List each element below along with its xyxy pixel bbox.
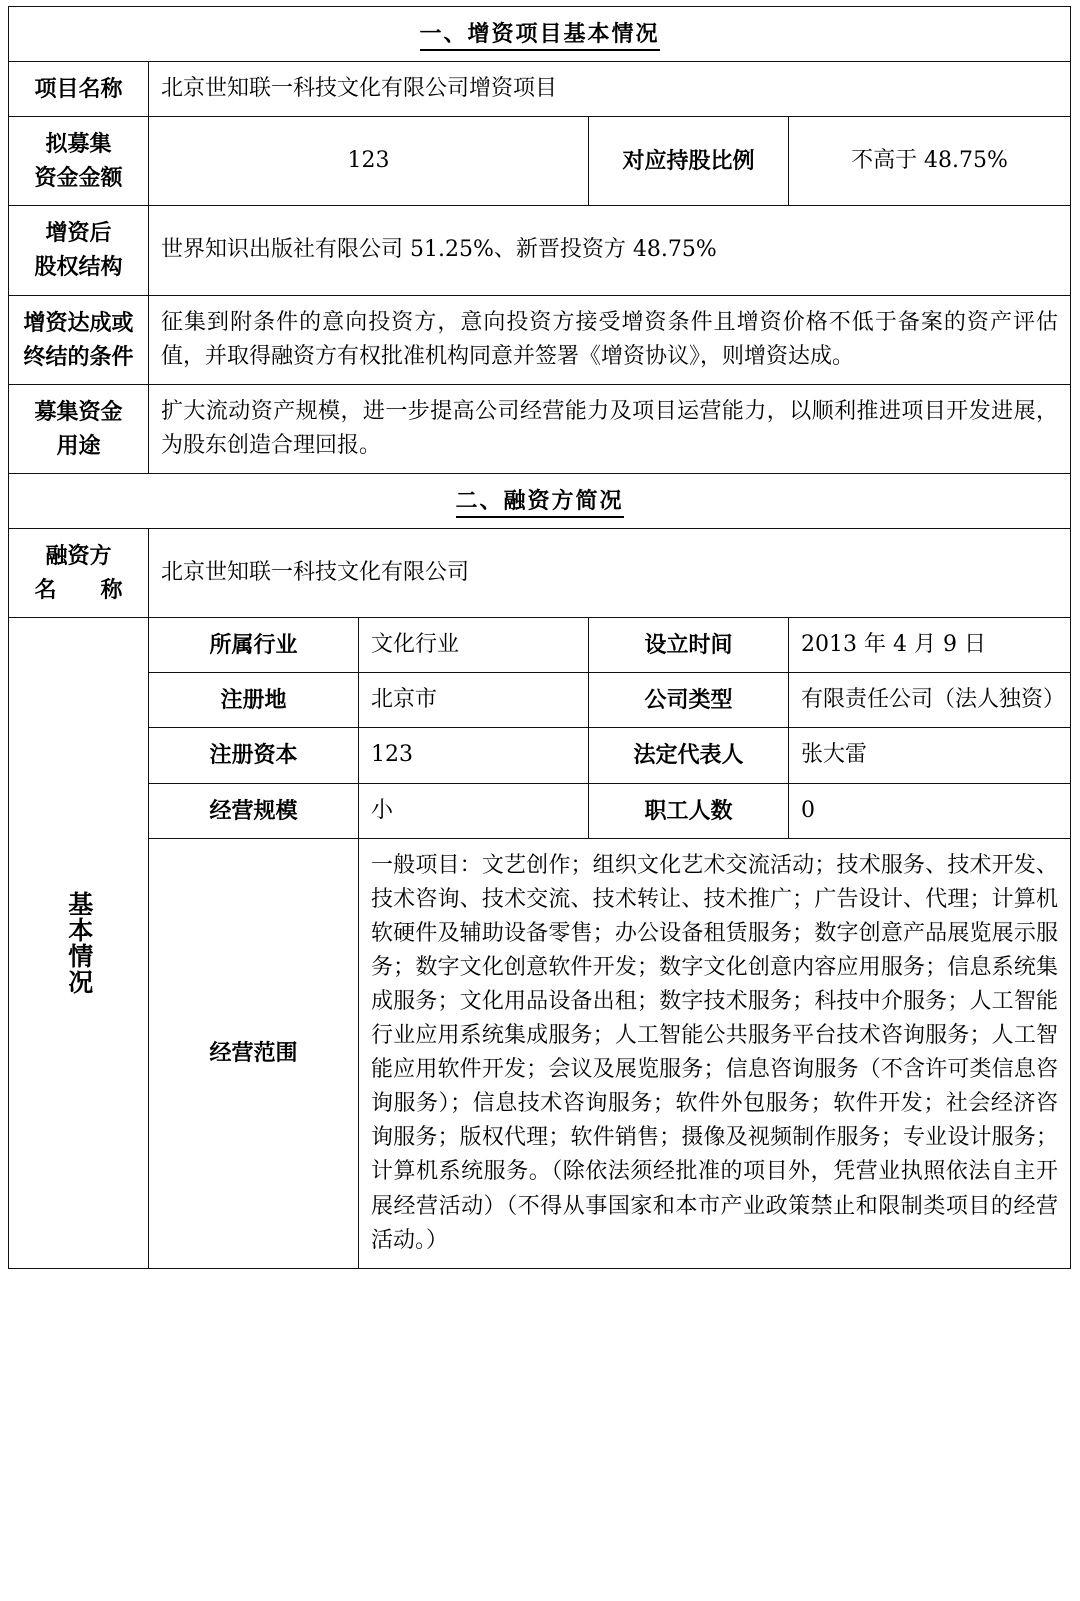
- section-two-title: 二、融资方简况: [9, 473, 1071, 528]
- company-type-value: 有限责任公司（法人独资）: [789, 673, 1071, 728]
- section-two-title-row: [9, 473, 1071, 528]
- equity-structure-value: 世界知识出版社有限公司 51.25%、新晋投资方 48.75%: [149, 206, 1071, 295]
- project-name-row: [9, 62, 1071, 117]
- equity-structure-label-line1: 增资后: [45, 220, 112, 247]
- industry-value: 文化行业: [359, 618, 589, 673]
- financier-name-label-line2: 名 称: [34, 577, 123, 604]
- establish-date-value: 2013 年 4 月 9 日: [789, 618, 1071, 673]
- raise-amount-row: [9, 117, 1071, 206]
- registered-place-label: 注册地: [149, 673, 359, 728]
- financier-name-row: [9, 529, 1071, 618]
- industry-label: 所属行业: [149, 618, 359, 673]
- stake-ratio-value: 不高于 48.75%: [789, 117, 1071, 206]
- section-one-title-row: [9, 7, 1071, 62]
- basic-info-label: 基本情况: [64, 890, 94, 995]
- capital-increase-table: [8, 6, 1071, 1269]
- conditions-label: [9, 295, 149, 384]
- employee-count-label: 职工人数: [589, 783, 789, 838]
- raise-amount-value: 123: [149, 117, 589, 206]
- establish-date-label: 设立时间: [589, 618, 789, 673]
- stake-ratio-label: 对应持股比例: [589, 117, 789, 206]
- financier-name-value: 北京世知联一科技文化有限公司: [149, 529, 1071, 618]
- project-name-label: 项目名称: [9, 62, 149, 117]
- legal-representative-value: 张大雷: [789, 728, 1071, 783]
- detail-row-scale: [9, 783, 1071, 838]
- equity-structure-label-line2: 股权结构: [34, 254, 123, 281]
- basic-info-label-wrap: [9, 891, 148, 995]
- detail-row-registration: [9, 673, 1071, 728]
- business-scope-label: 经营范围: [149, 838, 359, 1268]
- business-scale-label: 经营规模: [149, 783, 359, 838]
- detail-row-industry: [9, 618, 1071, 673]
- conditions-label-line2: 终结的条件: [23, 343, 134, 370]
- detail-row-scope: [9, 838, 1071, 1268]
- conditions-row: [9, 295, 1071, 384]
- project-name-value: 北京世知联一科技文化有限公司增资项目: [149, 62, 1071, 117]
- section-one-title: 一、增资项目基本情况: [9, 7, 1071, 62]
- conditions-value: 征集到附条件的意向投资方，意向投资方接受增资条件且增资价格不低于备案的资产评估值，并取得融资方有权批准机构同意并签署《增资协议》，则增资达成。: [149, 295, 1071, 384]
- basic-info-label-cell: [9, 618, 149, 1269]
- registered-place-value: 北京市: [359, 673, 589, 728]
- detail-row-capital: [9, 728, 1071, 783]
- business-scope-value: 一般项目：文艺创作；组织文化艺术交流活动；技术服务、技术开发、技术咨询、技术交流、技术转让、技术推广；广告设计、代理；计算机软硬件及辅助设备零售；办公设备租赁服务；数字创意产品展览展示服务；数字文化创意软件开发；数字文化创意内容应用服务；信息系统集成服务；文化用品设备出租；数字技术服务；科技中介服务；人工智能行业应用系统集成服务；人工智能公共服务平台技术咨询服务；人工智能应用软件开发；会议及展览服务；信息咨询服务（不含许可类信息咨询服务）；信息技术咨询服务；软件外包服务；软件开发；社会经济咨询服务；版权代理；软件销售；摄像及视频制作服务；专业设计服务；计算机系统服务。（除依法须经批准的项目外，凭营业执照依法自主开展经营活动）（不得从事国家和本市产业政策禁止和限制类项目的经营活动。）: [359, 838, 1071, 1268]
- use-of-funds-label: [9, 384, 149, 473]
- conditions-label-line1: 增资达成或: [23, 309, 134, 336]
- equity-structure-label: [9, 206, 149, 295]
- company-type-label: 公司类型: [589, 673, 789, 728]
- use-of-funds-row: [9, 384, 1071, 473]
- raise-amount-label: [9, 117, 149, 206]
- registered-capital-value: 123: [359, 728, 589, 783]
- use-of-funds-label-line2: 用途: [56, 432, 101, 459]
- use-of-funds-label-line1: 募集资金: [34, 398, 123, 425]
- financier-name-label: [9, 529, 149, 618]
- raise-amount-label-line2: 资金金额: [34, 165, 123, 192]
- legal-representative-label: 法定代表人: [589, 728, 789, 783]
- use-of-funds-value: 扩大流动资产规模，进一步提高公司经营能力及项目运营能力，以顺利推进项目开发进展，为股东创造合理回报。: [149, 384, 1071, 473]
- business-scale-value: 小: [359, 783, 589, 838]
- raise-amount-label-line1: 拟募集: [45, 131, 112, 158]
- equity-structure-row: [9, 206, 1071, 295]
- registered-capital-label: 注册资本: [149, 728, 359, 783]
- financier-name-label-line1: 融资方: [45, 543, 112, 570]
- employee-count-value: 0: [789, 783, 1071, 838]
